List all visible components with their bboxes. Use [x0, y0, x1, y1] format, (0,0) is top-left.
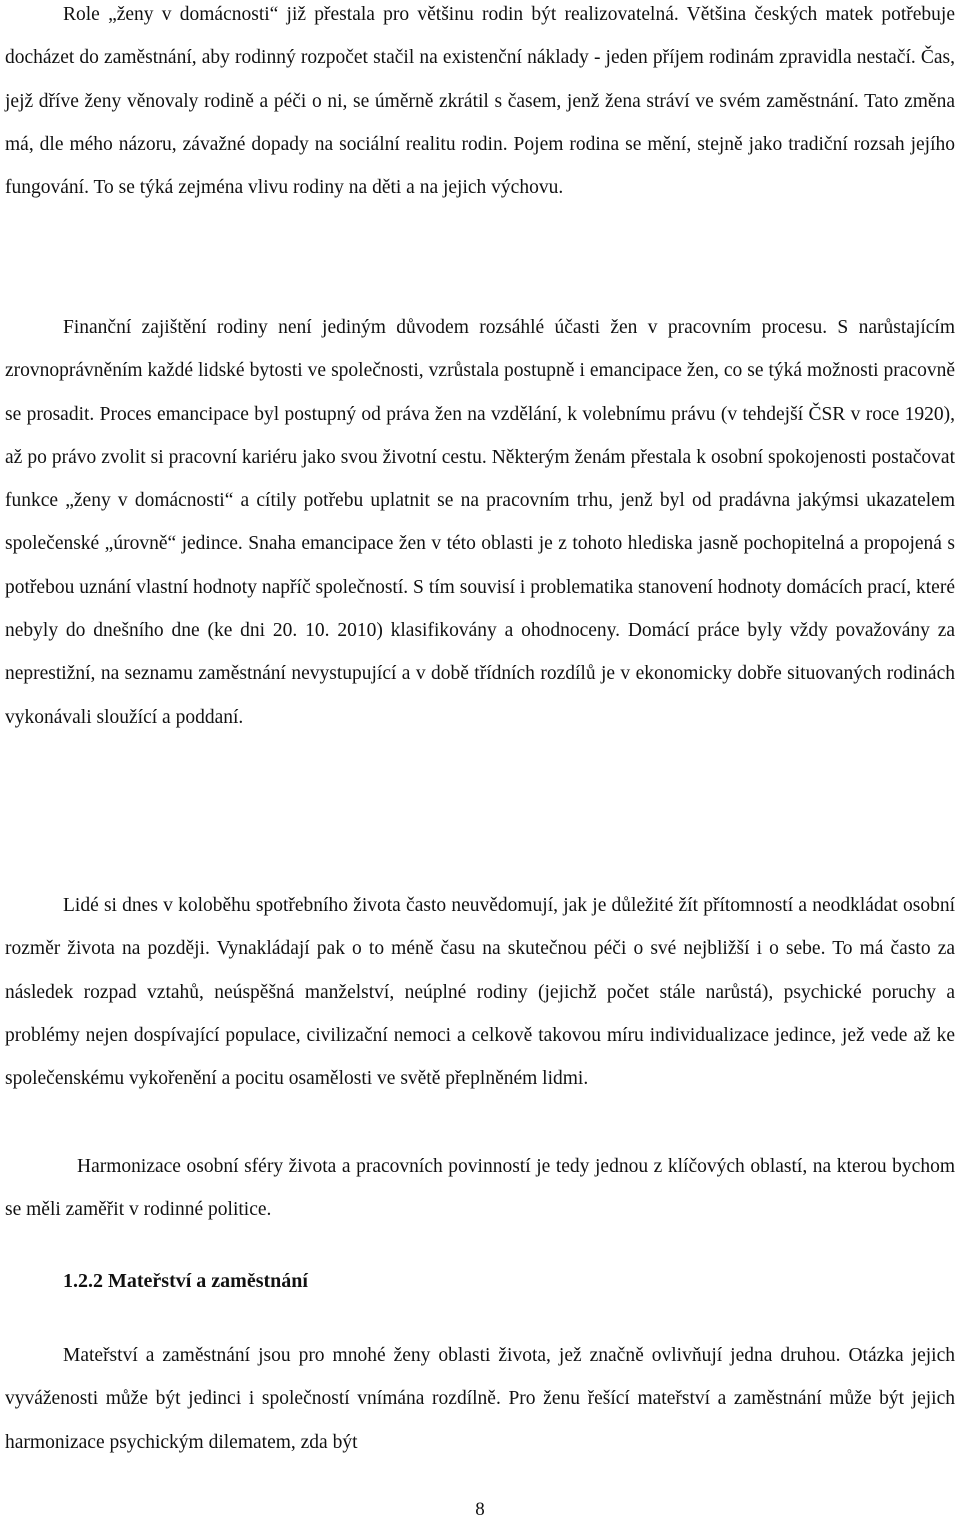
paragraph-materstvi: Mateřství a zaměstnání jsou pro mnohé ženy oblasti života, jež značně ovlivňují jedna druhou. Otázka jejich vyváženosti může být jedinci i společností vnímána rozdílně. Pro ženu řešící mateřství a zaměstnání může být jejich harmonizace psychickým dilematem, zda být	[5, 1345, 955, 1453]
paragraph-financni-zajisteni: Finanční zajištění rodiny není jediným důvodem rozsáhlé účasti žen v pracovním procesu. S narůstajícím zrovnoprávněním každé lidské bytosti ve společnosti, vzrůstala postupně i emancipace žen, co se týká možnosti pracovně se prosadit. Proces emancipace byl postupný od práva žen na vzdělání, k volebnímu právu (v tehdejší ČSR v roce 1920), až po právo zvolit si pracovní kariéru jako svou životní cestu. Některým ženám přestala k osobní spokojenosti postačovat funkce „ženy v domácnosti“ a cítily potřebu uplatnit se na pracovním trhu, jenž byl od pradávna jakýmsi ukazatelem společenské „úrovně“ jedince. Snaha emancipace žen v této oblasti je z tohoto hlediska jasně pochopitelná a propojená s potřebou uznání vlastní hodnoty napříč společností. S tím souvisí i problematika stanovení hodnoty domácích prací, které nebyly do dnešního dne (ke dni 20. 10. 2010) klasifikovány a ohodnoceny. Domácí práce byly vždy považovány za neprestižní, na seznamu zaměstnání nevystupující a v době třídních rozdílů je v ekonomicky dobře situovaných rodinách vykonávali sloužící a poddaní.	[5, 317, 955, 728]
section-heading: 1.2.2 Mateřství a zaměstnání	[63, 1270, 308, 1292]
paragraph-harmonizace: Harmonizace osobní sféry života a pracovních povinností je tedy jednou z klíčových oblastí, na kterou bychom se měli zaměřit v rodinné politice.	[5, 1156, 955, 1221]
paragraph-lide-si-dnes: Lidé si dnes v koloběhu spotřebního života často neuvědomují, jak je důležité žít přítomností a neodkládat osobní rozměr života na později. Vynakládají pak o to méně času na skutečnou péči o své nejbližší i o sebe. To má často za následek rozpad vztahů, neúspěšná manželství, neúplné rodiny (jejichž počet stále narůstá), psychické poruchy a problémy nejen dospívající populace, civilizační nemoci a celkově takovou míru individualizace jedince, jež vede až ke společenskému vykořenění a pocitu osamělosti ve světě přeplněném lidmi.	[5, 895, 955, 1090]
paragraph-role-zeny: Role „ženy v domácnosti“ již přestala pro většinu rodin být realizovatelná. Většina českých matek potřebuje docházet do zaměstnání, aby rodinný rozpočet stačil na existenční náklady - jeden příjem rodinám zpravidla nestačí. Čas, jejž dříve ženy věnovaly rodině a péči o ni, se úměrně zkrátil s časem, jenž žena stráví ve svém zaměstnání. Tato změna má, dle mého názoru, závažné dopady na sociální realitu rodin. Pojem rodina se mění, stejně jako tradiční rozsah jejího fungování. To se týká zejména vlivu rodiny na děti a na jejich výchovu.	[5, 4, 955, 199]
page-number: 8	[475, 1499, 485, 1520]
